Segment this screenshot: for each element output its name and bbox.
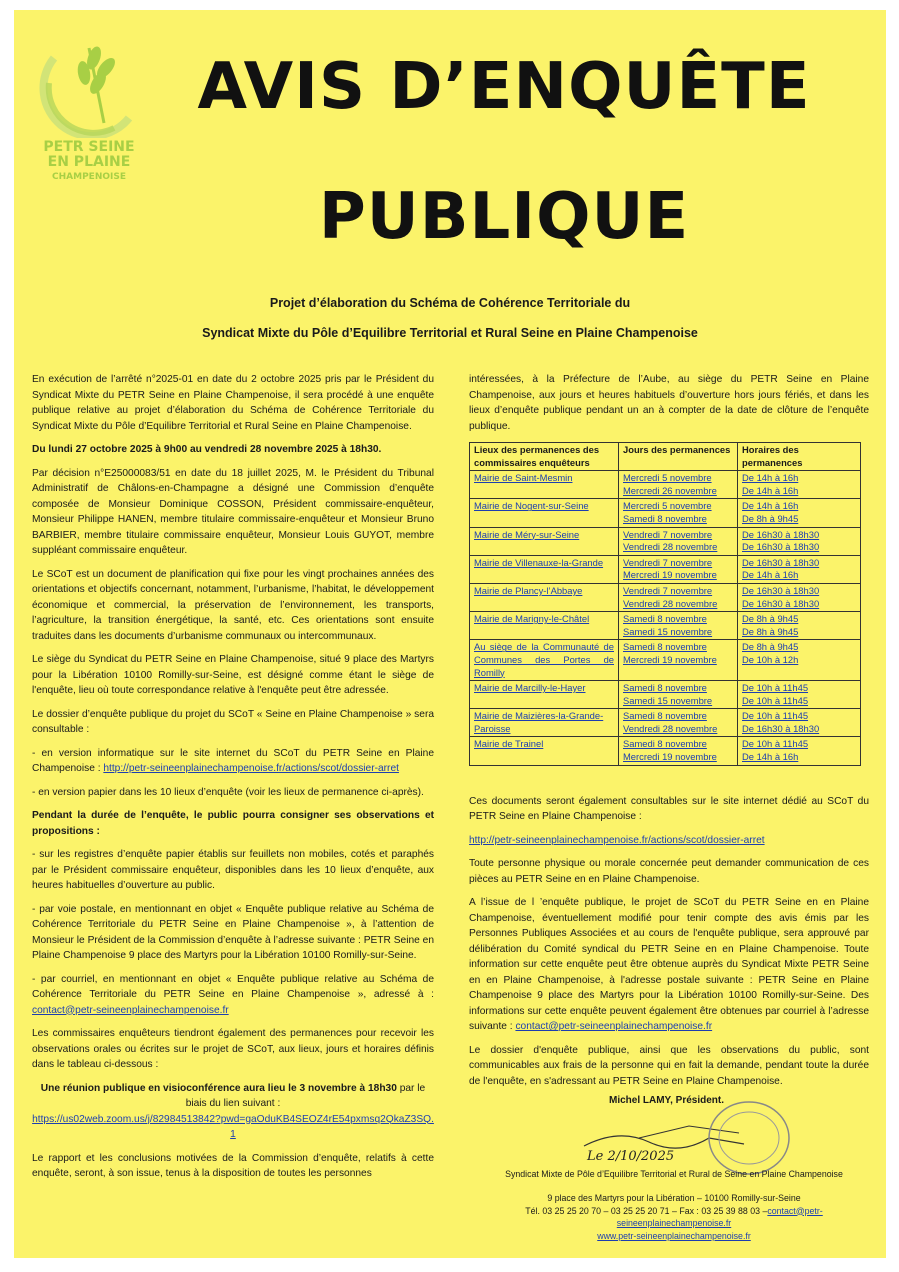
title-line1: AVIS D’ENQUÊTE <box>197 50 811 124</box>
headquarters-paragraph: Le siège du Syndicat du PETR Seine en Plaine Champenoise, situé 9 place des Martyrs pour la Libération 10100 Romilly-sur-Seine, est désigné comme étant le siège de l'enquête, lieu où toute correspondance relative à l'enquête peut être adressée. <box>32 654 434 696</box>
subtitle-line2: Syndicat Mixte du Pôle d’Equilibre Territorial et Rural Seine en Plaine Champenoise <box>202 326 698 340</box>
wheat-logo-icon <box>34 28 144 138</box>
permanence-hours: De 14h à 16h <box>742 751 799 763</box>
report-paragraph: Le rapport et les conclusions motivées de la Commission d’enquête, relatifs à cette enquête, seront, à son issue, tenus à la disposition de toutes les personnes <box>32 1152 434 1179</box>
table-row <box>470 527 861 555</box>
report-continued-paragraph: intéressées, à la Préfecture de l’Aube, au siège du PETR Seine en Plaine Champenoise, aux jours et heures habituels d’ouverture hors jours fériés, et dans les lieux d’enquête publique pendant un an à compter de la date de clôture de l’enquête publique. <box>469 374 869 432</box>
permanence-days <box>619 527 738 555</box>
table-row <box>470 709 861 737</box>
permanence-hours: De 16h30 à 18h30 <box>742 584 820 596</box>
permanence-days <box>619 583 738 611</box>
permanence-day: Vendredi 28 novembre <box>623 597 718 609</box>
permanence-hours: De 8h à 9h45 <box>742 641 799 653</box>
permanence-hours: De 16h30 à 18h30 <box>742 722 820 734</box>
permanence-hours: De 14h à 16h <box>742 569 799 581</box>
permanence-hours: De 8h à 9h45 <box>742 613 799 625</box>
enquiry-dates: Du lundi 27 octobre 2025 à 9h00 au vendredi 28 novembre 2025 à 18h30. <box>32 444 382 455</box>
online-documents-paragraph: Ces documents seront également consultables sur le site internet dédié au SCoT du PETR Seine en Plaine Champenoise : <box>469 795 869 823</box>
permanence-place: Mairie de Villenauxe-la-Grande <box>470 555 619 583</box>
permanence-day: Vendredi 7 novembre <box>623 528 713 540</box>
permanence-hours: De 10h à 11h45 <box>742 694 809 706</box>
visio-paragraph <box>32 1081 434 1143</box>
logo-line3: CHAMPENOISE <box>52 172 126 182</box>
permanence-hours <box>738 471 861 499</box>
permanence-hours: De 14h à 16h <box>742 484 799 496</box>
permanences-table <box>469 442 861 766</box>
permanence-hours: De 10h à 11h45 <box>742 710 809 722</box>
permanence-hours: De 10h à 11h45 <box>742 738 809 750</box>
permanence-days <box>619 499 738 527</box>
visio-text: par le biais du lien suivant : <box>185 1082 426 1109</box>
official-stamp-icon <box>704 1098 794 1178</box>
permanence-day: Mercredi 19 novembre <box>623 569 717 581</box>
permanence-hours: De 16h30 à 18h30 <box>742 556 820 568</box>
permanence-place: Mairie de Méry-sur-Seine <box>470 527 619 555</box>
permanence-place: Mairie de Marcilly-le-Hayer <box>470 681 619 709</box>
footer-org: Syndicat Mixte de Pôle d’Equilibre Territorial et Rural de Seine en Plaine Champenoise <box>505 1169 843 1179</box>
table-row <box>470 583 861 611</box>
paper-version-paragraph: - en version papier dans les 10 lieux d’enquête (voir les lieux de permanence ci-après). <box>32 786 424 798</box>
scot-definition-paragraph: Le SCoT est un document de planification qui fixe pour les vingt prochaines années des orientations et objectifs concernant, notamment, l’urbanisme, l’habitat, le développement économique et commercial, la préservation de l’environnement, les transports, l’agriculture, la transition énergétique, la santé, etc. Ces orientations sont ensuite traduites dans les documents d’urbanisme communaux ou intercommunaux. <box>32 568 434 642</box>
permanence-hours <box>738 555 861 583</box>
permanence-day: Vendredi 7 novembre <box>623 584 713 596</box>
intro-paragraph: En exécution de l’arrêté n°2025-01 en date du 2 octobre 2025 pris par le Président du Syndicat Mixte du PETR Seine en Plaine Champenoise, il sera procédé à une enquête publique relative au projet d’élaboration du Schéma de Cohérence Territoriale du Syndicat Mixte du Pôle d’Equilibre Territorial et Rural Seine en Plaine Champenoise. <box>32 374 434 432</box>
subtitle-line1: Projet d’élaboration du Schéma de Cohérence Territoriale du <box>269 296 631 310</box>
footer-website-link[interactable]: www.petr-seineenplainechampenoise.fr <box>597 1230 751 1241</box>
table-row <box>470 737 861 765</box>
visio-bold-text: Une réunion publique en visioconférence aura lieu le 3 novembre à 18h30 <box>40 1082 397 1094</box>
permanence-day: Samedi 8 novembre <box>623 738 707 750</box>
dossier-paragraph: Le dossier d’enquête publique du projet du SCoT « Seine en Plaine Champenoise » sera consultable : <box>32 708 434 735</box>
header-days: Jours des permanences <box>619 443 738 471</box>
footer-email-link-cont[interactable]: seineenplainechampenoise.fr <box>616 1218 732 1228</box>
commission-paragraph: Par décision n°E25000083/51 en date du 18 juillet 2025, M. le Président du Tribunal Administratif de Châlons-en-Champagne a désigné une Commission d’enquête composée de Monsieur Dominique COSSON, Président commissaire-enquêteur, Monsieur Philippe HANEN, membre titulaire commissaire-enquêteur et Monsieur Bruno BARBIER, membre titulaire commissaire enquêteur, Monsieur Louis GUYOT, membre suppléant commissaire enquêteur. <box>32 467 434 556</box>
table-row <box>470 640 861 681</box>
petr-logo <box>34 28 144 188</box>
footer-address-line: 9 place des Martyrs pour la Libération – 10100 Romilly-sur-Seine <box>547 1193 801 1203</box>
zoom-link[interactable]: https://us02web.zoom.us/j/82984513842?pwd=gaOduKB4SEOZ4rE54pxmsq2QkaZ3SQ.1 <box>32 1113 434 1140</box>
table-row <box>470 681 861 709</box>
logo-line2: EN PLAINE <box>47 154 131 170</box>
permanence-place: Au siège de la Communauté de Communes des Portes de Romilly <box>470 640 619 681</box>
table-header-row <box>470 443 861 471</box>
permanence-day: Mercredi 19 novembre <box>623 751 717 763</box>
approval-paragraph <box>469 895 869 1035</box>
digital-version-paragraph <box>32 746 434 777</box>
postal-paragraph: - par voie postale, en mentionnant en objet « Enquête publique relative au Schéma de Cohérence Territoriale du PETR Seine en Plaine Champenoise », à l’attention de Monsieur le Président de la Commission d’enquête à l’adresse suivante : PETR Seine en Plaine Champenoise 9 place des Martyrs pour la Libération 10100 Romilly-sur-Seine. <box>32 903 434 961</box>
permanence-day: Samedi 15 novembre <box>623 694 713 706</box>
table-row <box>470 555 861 583</box>
permanence-hours: De 16h30 à 18h30 <box>742 541 820 553</box>
approval-email-link[interactable]: contact@petr-seineenplainechampenoise.fr <box>515 1021 713 1033</box>
permanences-paragraph: Les commissaires enquêteurs tiendront également des permanences pour recevoir les observations orales ou écrites sur le projet de SCoT, aux lieux, jours et horaires définis dans le tableau ci-dessous : <box>32 1028 434 1070</box>
permanence-day: Mercredi 26 novembre <box>623 484 717 496</box>
header-places: Lieux des permanences des commissaires enquêteurs <box>470 443 619 471</box>
signatory-name: Michel LAMY, Président. <box>609 1095 725 1106</box>
dossier-link[interactable]: http://petr-seineenplainechampenoise.fr/actions/scot/dossier-arret <box>103 763 399 774</box>
permanence-day: Mercredi 19 novembre <box>623 653 717 665</box>
permanence-days <box>619 471 738 499</box>
email-paragraph <box>32 972 434 1019</box>
permanence-days <box>619 555 738 583</box>
permanence-hours: De 14h à 16h <box>742 472 799 484</box>
observations-heading: Pendant la durée de l’enquête, le public pourra consigner ses observations et propositions : <box>32 810 434 837</box>
registers-paragraph: - sur les registres d’enquête papier établis sur feuillets non mobiles, cotés et paraphés par le Président commissaire enquêteur, disponibles dans les 10 lieux d’enquête, aux heures habituelles d’ouverture au public. <box>32 849 434 891</box>
permanence-day: Samedi 8 novembre <box>623 682 707 694</box>
permanence-hours <box>738 583 861 611</box>
handwritten-date: Le 2/10/2025 <box>587 1149 675 1164</box>
permanence-day: Vendredi 7 novembre <box>623 556 713 568</box>
header-hours: Horaires des permanences <box>738 443 861 471</box>
access-paragraph: Le dossier d'enquête publique, ainsi que les observations du public, sont communicables aux frais de la personne qui en fait la demande, pendant toute la durée de l'enquête, en s'adressant au PETR Seine en Plaine Champenoise. <box>469 1044 869 1087</box>
permanence-hours: De 8h à 9h45 <box>742 512 799 524</box>
permanence-hours <box>738 737 861 765</box>
permanence-hours: De 10h à 12h <box>742 653 799 665</box>
email-text: - par courriel, en mentionnant en objet « Enquête publique relative au Schéma de Cohérence Territoriale du PETR Seine en Plaine Champenoise », adressé à : <box>32 973 434 1000</box>
permanence-place: Mairie de Maizières-la-Grande-Paroisse <box>470 709 619 737</box>
title-line2: PUBLIQUE <box>318 180 690 254</box>
permanence-day: Samedi 8 novembre <box>623 641 707 653</box>
permanence-days <box>619 612 738 640</box>
online-dossier-link[interactable]: http://petr-seineenplainechampenoise.fr/actions/scot/dossier-arret <box>469 834 765 846</box>
permanence-place: Mairie de Saint-Mesmin <box>470 471 619 499</box>
permanence-hours <box>738 499 861 527</box>
permanence-hours <box>738 640 861 681</box>
left-column <box>32 372 434 1190</box>
footer-address <box>474 1192 874 1242</box>
permanence-day: Samedi 8 novembre <box>623 710 707 722</box>
contact-email-link[interactable]: contact@petr-seineenplainechampenoise.fr <box>32 1004 229 1016</box>
table-row <box>470 471 861 499</box>
permanence-hours: De 8h à 9h45 <box>742 625 799 637</box>
permanence-hours: De 16h30 à 18h30 <box>742 528 820 540</box>
permanence-days <box>619 737 738 765</box>
permanence-hours: De 10h à 11h45 <box>742 682 809 694</box>
approval-text: A l’issue de l ’enquête publique, le projet de SCoT du PETR Seine en en Plaine Champenoise, éventuellement modifié pour tenir compte des avis émis par les Personnes Publiques Associées et au cours de l'enquête publique, sera approuvé par délibération du Comité syndical du PETR Seine en en Plaine Champenoise. Toute information sur cette enquête peut être obtenue auprès du Syndicat Mixte PETR Seine en en Plaine Champenoise, à l'adresse postale suivante : PETR Seine en Plaine Champenoise 9 place des Martyrs pour la Libération 10100 Romilly-sur-Seine. Des informations sur cette enquête peuvent également être obtenues par courriel à l’adresse suivante : <box>469 897 869 1033</box>
permanence-place: Mairie de Plancy-l’Abbaye <box>470 583 619 611</box>
permanence-hours <box>738 681 861 709</box>
permanence-days <box>619 709 738 737</box>
table-row <box>470 499 861 527</box>
permanence-hours <box>738 527 861 555</box>
permanences-table-body <box>470 471 861 765</box>
permanence-days <box>619 640 738 681</box>
permanence-day: Samedi 8 novembre <box>623 512 707 524</box>
right-column <box>469 372 869 1097</box>
permanence-hours: De 14h à 16h <box>742 500 799 512</box>
permanence-day: Vendredi 28 novembre <box>623 722 718 734</box>
notice-sheet <box>14 10 886 1258</box>
permanence-hours <box>738 612 861 640</box>
permanence-place: Mairie de Trainel <box>470 737 619 765</box>
digital-version-text: - en version informatique sur le site internet du SCoT du PETR Seine en Plaine Champenoise : <box>32 747 434 774</box>
permanence-hours: De 16h30 à 18h30 <box>742 597 820 609</box>
permanence-hours <box>738 709 861 737</box>
permanence-day: Samedi 15 novembre <box>623 625 713 637</box>
permanence-day: Vendredi 28 novembre <box>623 541 718 553</box>
footer-phone-line <box>474 1205 874 1218</box>
permanence-day: Samedi 8 novembre <box>623 613 707 625</box>
permanence-place: Mairie de Marigny-le-Châtel <box>470 612 619 640</box>
permanence-day: Mercredi 5 novembre <box>623 500 712 512</box>
logo-line1: PETR SEINE <box>43 139 135 155</box>
permanence-days <box>619 681 738 709</box>
communication-paragraph: Toute personne physique ou morale concernée peut demander communication de ces pièces au PETR Seine en en Plaine Champenoise. <box>469 858 869 885</box>
permanence-place: Mairie de Nogent-sur-Seine <box>470 499 619 527</box>
footer-email-link[interactable]: contact@petr- <box>767 1205 823 1216</box>
permanence-day: Mercredi 5 novembre <box>623 472 712 484</box>
table-row <box>470 612 861 640</box>
footer-phone: Tél. 03 25 25 20 70 – 03 25 25 20 71 – Fax : 03 25 39 88 03 – <box>525 1205 768 1216</box>
